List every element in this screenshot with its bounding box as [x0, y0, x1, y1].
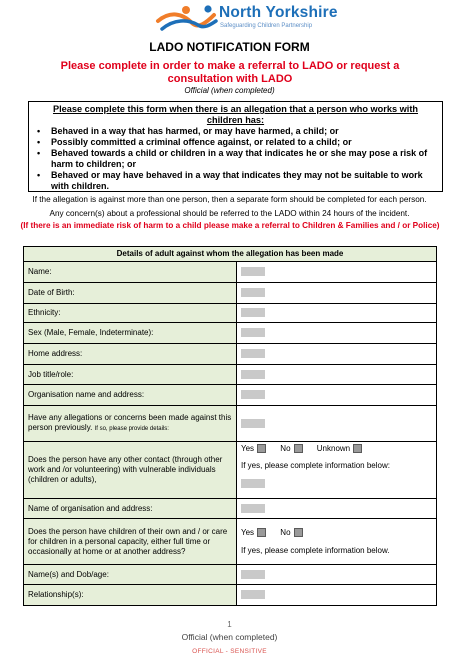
unknown-checkbox[interactable]	[353, 444, 362, 453]
separate-form-instruction: If the allegation is against more than one person, then a separate form should be completed for each person.	[32, 195, 427, 204]
other-org-field[interactable]	[241, 504, 265, 513]
name-field[interactable]	[241, 267, 265, 276]
ethnicity-field[interactable]	[241, 308, 265, 317]
name-label: Name:	[24, 262, 237, 283]
own-children-no-option[interactable]	[280, 528, 302, 538]
prior-allegations-label	[24, 406, 237, 442]
home-address-label: Home address:	[24, 344, 237, 365]
classification-marking: OFFICIAL - SENSITIVE	[192, 648, 267, 655]
footer-official-note: Official (when completed)	[181, 632, 278, 642]
other-org-label: Name of organisation and address:	[24, 499, 237, 519]
no-checkbox[interactable]	[294, 528, 303, 537]
home-address-field[interactable]	[241, 349, 265, 358]
other-contact-details-field[interactable]	[241, 479, 265, 488]
relationship-label: Relationship(s):	[24, 585, 237, 606]
children-names-label: Name(s) and Dob/age:	[24, 565, 237, 585]
form-purpose-subtitle: Please complete in order to make a referral to LADO or request a consultation with LADO	[60, 60, 400, 85]
criteria-item: • Behaved towards a child or children in a way that indicates he or she may pose a risk of harm to children; or	[37, 148, 434, 170]
table-row	[24, 304, 437, 323]
table-row	[24, 499, 437, 519]
table-heading: Details of adult against whom the allegation has been made	[24, 247, 437, 262]
children-names-input-cell[interactable]	[237, 565, 437, 585]
yes-label: Yes	[241, 444, 255, 453]
ethnicity-label: Ethnicity:	[24, 304, 237, 323]
other-contact-label: Does the person have any other contact (through other work and /or volunteering) with vulnerable individuals (children or adults),	[24, 442, 237, 499]
own-children-options-cell	[237, 519, 437, 565]
job-title-label: Job title/role:	[24, 365, 237, 385]
table-row	[24, 442, 437, 499]
table-row	[24, 344, 437, 365]
relationship-input-cell[interactable]	[237, 585, 437, 606]
prior-allegations-input-cell[interactable]	[237, 406, 437, 442]
table-row	[24, 565, 437, 585]
adult-details-table	[23, 246, 437, 606]
no-label: No	[280, 444, 291, 453]
prior-allegations-question: Have any allegations or concerns been made against this person previously.	[28, 413, 232, 432]
table-row	[24, 365, 437, 385]
dob-field[interactable]	[241, 288, 265, 297]
org-name-address-input-cell[interactable]	[237, 385, 437, 406]
referral-timing-instruction: Any concern(s) about a professional should be referred to the LADO within 24 hours of the incident.	[49, 209, 410, 218]
own-children-yes-option[interactable]	[241, 528, 266, 538]
table-row	[24, 406, 437, 442]
criteria-heading: Please complete this form when there is an allegation that a person who works with children has:	[52, 104, 419, 125]
table-row	[24, 585, 437, 606]
prior-allegations-field[interactable]	[241, 419, 265, 428]
table-row	[24, 262, 437, 283]
no-label: No	[280, 527, 291, 537]
ethnicity-input-cell[interactable]	[237, 304, 437, 323]
other-contact-no-option[interactable]	[280, 444, 302, 454]
immediate-risk-warning: (If there is an immediate risk of harm to a child please make a referral to Children & Families and / or Police)	[20, 221, 440, 230]
logo-subtitle: Safeguarding Children Partnership	[220, 23, 313, 29]
logo-title: North Yorkshire	[219, 4, 338, 21]
official-note: Official (when completed)	[184, 86, 275, 95]
children-names-field[interactable]	[241, 570, 265, 579]
org-name-address-label: Organisation name and address:	[24, 385, 237, 406]
sex-input-cell[interactable]	[237, 323, 437, 344]
other-contact-unknown-option[interactable]	[317, 444, 362, 454]
other-contact-yes-option[interactable]	[241, 444, 266, 454]
page-number: 1	[227, 620, 232, 629]
own-children-if-yes-note: If yes, please complete information below.	[241, 545, 390, 555]
other-contact-if-yes-note: If yes, please complete information below:	[241, 461, 390, 470]
yes-label: Yes	[241, 527, 255, 537]
table-row	[24, 519, 437, 565]
dob-label: Date of Birth:	[24, 283, 237, 304]
sex-label: Sex (Male, Female, Indeterminate):	[24, 323, 237, 344]
yes-checkbox[interactable]	[257, 444, 266, 453]
criteria-item: • Behaved in a way that has harmed, or may have harmed, a child; or	[37, 126, 434, 137]
name-input-cell[interactable]	[237, 262, 437, 283]
table-row	[24, 323, 437, 344]
home-address-input-cell[interactable]	[237, 344, 437, 365]
criteria-list	[37, 126, 434, 192]
job-title-input-cell[interactable]	[237, 365, 437, 385]
job-title-field[interactable]	[241, 370, 265, 379]
other-org-input-cell[interactable]	[237, 499, 437, 519]
sex-field[interactable]	[241, 328, 265, 337]
relationship-field[interactable]	[241, 590, 265, 599]
criteria-item: • Behaved or may have behaved in a way that indicates they may not be suitable to work with children.	[37, 170, 434, 192]
criteria-item: • Possibly committed a criminal offence against, or related to a child; or	[37, 137, 434, 148]
unknown-label: Unknown	[316, 444, 351, 453]
table-row	[24, 385, 437, 406]
org-name-address-field[interactable]	[241, 390, 265, 399]
own-children-label: Does the person have children of their own and / or care for children in a personal capacity, either full time or occasionally at home or at another address?	[24, 519, 237, 565]
prior-allegations-note: If so, please provide details:	[94, 426, 169, 432]
dob-input-cell[interactable]	[237, 283, 437, 304]
other-contact-options-cell	[237, 442, 437, 499]
form-title: LADO NOTIFICATION FORM	[149, 40, 310, 54]
allegation-criteria-box	[28, 101, 443, 192]
table-heading-row	[24, 247, 437, 262]
yes-checkbox[interactable]	[257, 528, 266, 537]
no-checkbox[interactable]	[294, 444, 303, 453]
table-row	[24, 283, 437, 304]
